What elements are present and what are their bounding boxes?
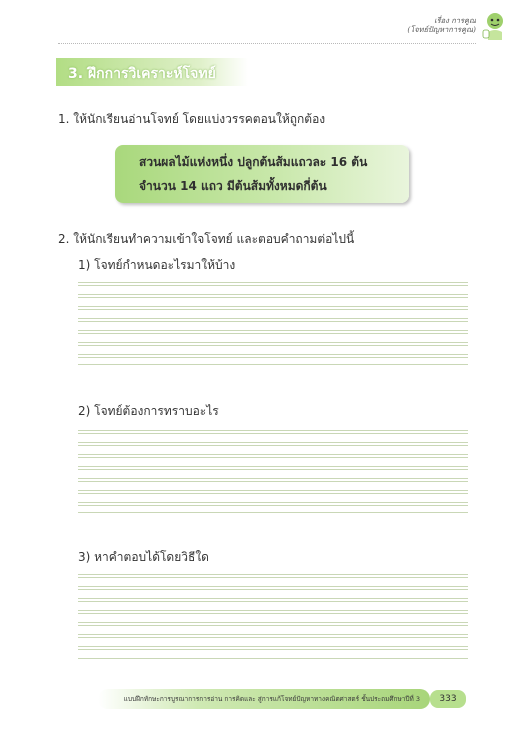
page-number: 333 <box>430 690 466 708</box>
sub-question-1: 1) โจทย์กำหนดอะไรมาให้บ้าง <box>78 258 236 272</box>
section-title: 3. ฝึกการวิเคราะห์โจทย์ <box>68 66 216 82</box>
section-title-banner <box>56 58 248 86</box>
question-1: 1. ให้นักเรียนอ่านโจทย์ โดยแบ่งวรรคตอนให้ถูกต้อง <box>58 112 326 126</box>
problem-line-1: สวนผลไม้แห่งหนึ่ง ปลูกต้นส้มแถวละ 16 ต้น <box>139 155 368 169</box>
footer-book-title: แบบฝึกทักษะการบูรณาการการอ่าน การคิดและ สู่การแก้โจทย์ปัญหาทางคณิตศาสตร์ ชั้นประถมศึกษาปีที่ 3 <box>123 695 420 703</box>
footer-bar <box>98 689 430 709</box>
cartoon-kid-icon <box>480 10 510 44</box>
header-divider <box>58 43 476 44</box>
sub-question-3: 3) หาคำตอบได้โดยวิธีใด <box>78 550 209 564</box>
problem-line-2: จำนวน 14 แถว มีต้นส้มทั้งหมดกี่ต้น <box>139 179 327 193</box>
header-topic <box>407 16 476 34</box>
header-subtopic-line: (โจทย์ปัญหาการคูณ) <box>407 25 476 34</box>
question-2: 2. ให้นักเรียนทำความเข้าใจโจทย์ และตอบคำถามต่อไปนี้ <box>58 232 355 246</box>
problem-box <box>115 145 409 203</box>
sub-question-2: 2) โจทย์ต้องการทราบอะไร <box>78 404 219 418</box>
header-topic-line: เรื่อง การคูณ <box>434 16 476 25</box>
answer-lines-1[interactable] <box>78 282 468 366</box>
answer-lines-2[interactable] <box>78 430 468 514</box>
answer-lines-3[interactable] <box>78 574 468 660</box>
